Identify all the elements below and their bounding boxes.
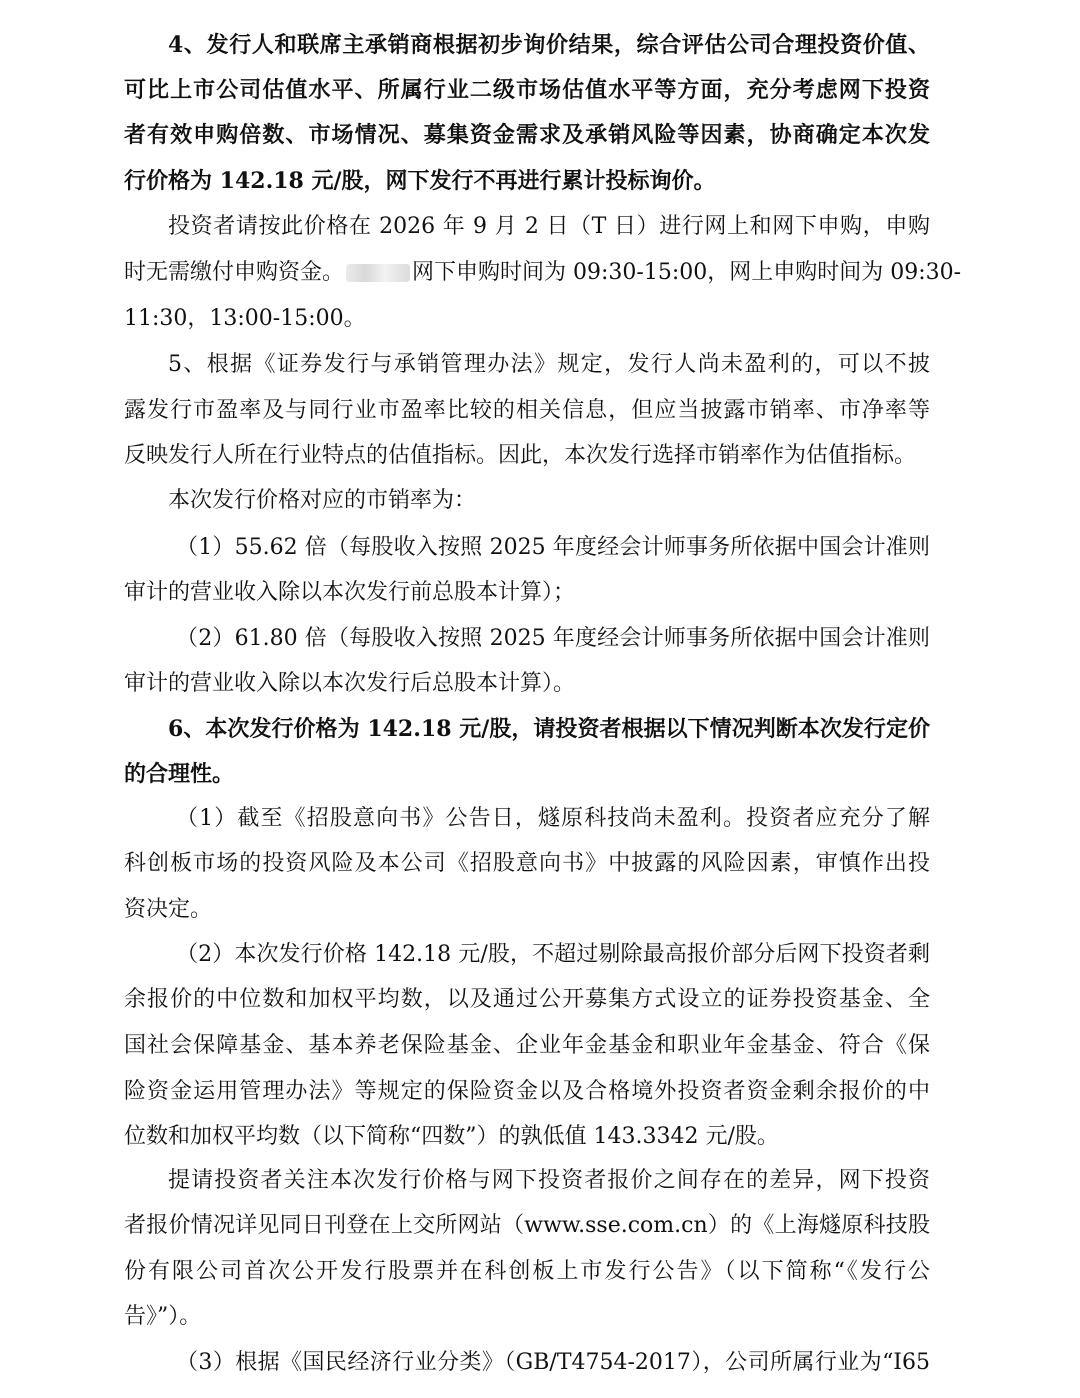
ps-ratio-intro: 本次发行价格对应的市销率为： — [168, 488, 477, 513]
notice-line1: 提请投资者关注本次发行价格与网下投资者报价之间存在的差异，网下投资 — [168, 1168, 930, 1193]
ps-ratio-item1-line1: （1）55.62 倍（每股收入按照 2025 年度经会计师事务所依据中国会计准则 — [176, 535, 930, 560]
para6-item2-line4: 险资金运用管理办法》等规定的保险资金以及合格境外投资者资金剩余报价的中 — [124, 1079, 930, 1104]
para6-item1-line2: 科创板市场的投资风险及本公司《招股意向书》中披露的风险因素，审慎作出投 — [124, 851, 930, 876]
notice-line4: 告》”）。 — [124, 1304, 202, 1329]
ps-ratio-item1-line2: 审计的营业收入除以本次发行前总股本计算）； — [124, 580, 576, 605]
para6-item2-line3: 国社会保障基金、基本养老保险基金、企业年金基金和职业年金基金、符合《保 — [124, 1033, 930, 1058]
para4-line4: 行价格为 142.18 元/股，网下发行不再进行累计投标询价。 — [124, 168, 716, 194]
subscription-line2-part1: 时无需缴付申购资金。 — [124, 260, 345, 285]
para6-item2-line1: （2）本次发行价格 142.18 元/股，不超过剔除最高报价部分后网下投资者剩 — [176, 942, 930, 967]
notice-line3: 份有限公司首次公开发行股票并在科创板上市发行公告》（以下简称“《发行公 — [124, 1259, 930, 1284]
ps-ratio-item2-line1: （2）61.80 倍（每股收入按照 2025 年度经会计师事务所依据中国会计准则 — [176, 626, 930, 651]
para5-line2: 露发行市盈率及与同行业市盈率比较的相关信息，但应当披露市销率、市净率等 — [124, 398, 930, 423]
para4-line1: 4、发行人和联席主承销商根据初步询价结果，综合评估公司合理投资价值、 — [168, 32, 930, 58]
para6-line1: 6、本次发行价格为 142.18 元/股，请投资者根据以下情况判断本次发行定价 — [168, 716, 930, 742]
subscription-line2-part2: 网下申购时间为 09:30-15:00，网上申购时间为 09:30- — [412, 260, 962, 285]
notice-line2: 者报价情况详见同日刊登在上交所网站（www.sse.com.cn）的《上海燧原科技股 — [124, 1213, 930, 1238]
para6-item3-line1: （3）根据《国民经济行业分类》（GB/T4754-2017），公司所属行业为“I65 — [176, 1350, 930, 1375]
para5-line1: 5、根据《证券发行与承销管理办法》规定，发行人尚未盈利的，可以不披 — [168, 352, 930, 377]
subscription-line3: 11:30，13:00-15:00。 — [124, 306, 366, 331]
para4-line2: 可比上市公司估值水平、所属行业二级市场估值水平等方面，充分考虑网下投资 — [124, 77, 930, 103]
subscription-line1: 投资者请按此价格在 2026 年 9 月 2 日（T 日）进行网上和网下申购，申购 — [168, 214, 930, 239]
para6-item1-line3: 资决定。 — [124, 897, 213, 922]
para6-item1-line1: （1）截至《招股意向书》公告日，燧原科技尚未盈利。投资者应充分了解 — [176, 806, 930, 831]
redacted-blur — [346, 264, 410, 282]
para6-line2: 的合理性。 — [124, 761, 235, 787]
ps-ratio-item2-line2: 审计的营业收入除以本次发行后总股本计算）。 — [124, 671, 576, 696]
subscription-line2 — [124, 258, 962, 288]
para6-item2-line2: 余报价的中位数和加权平均数，以及通过公开募集方式设立的证券投资基金、全 — [124, 987, 930, 1012]
para5-line3: 反映发行人所在行业特点的估值指标。因此，本次发行选择市销率作为估值指标。 — [124, 443, 917, 468]
para4-line3: 者有效申购倍数、市场情况、募集资金需求及承销风险等因素，协商确定本次发 — [124, 122, 930, 148]
para6-item2-line5: 位数和加权平均数（以下简称“四数”）的孰低值 143.3342 元/股。 — [124, 1124, 779, 1149]
